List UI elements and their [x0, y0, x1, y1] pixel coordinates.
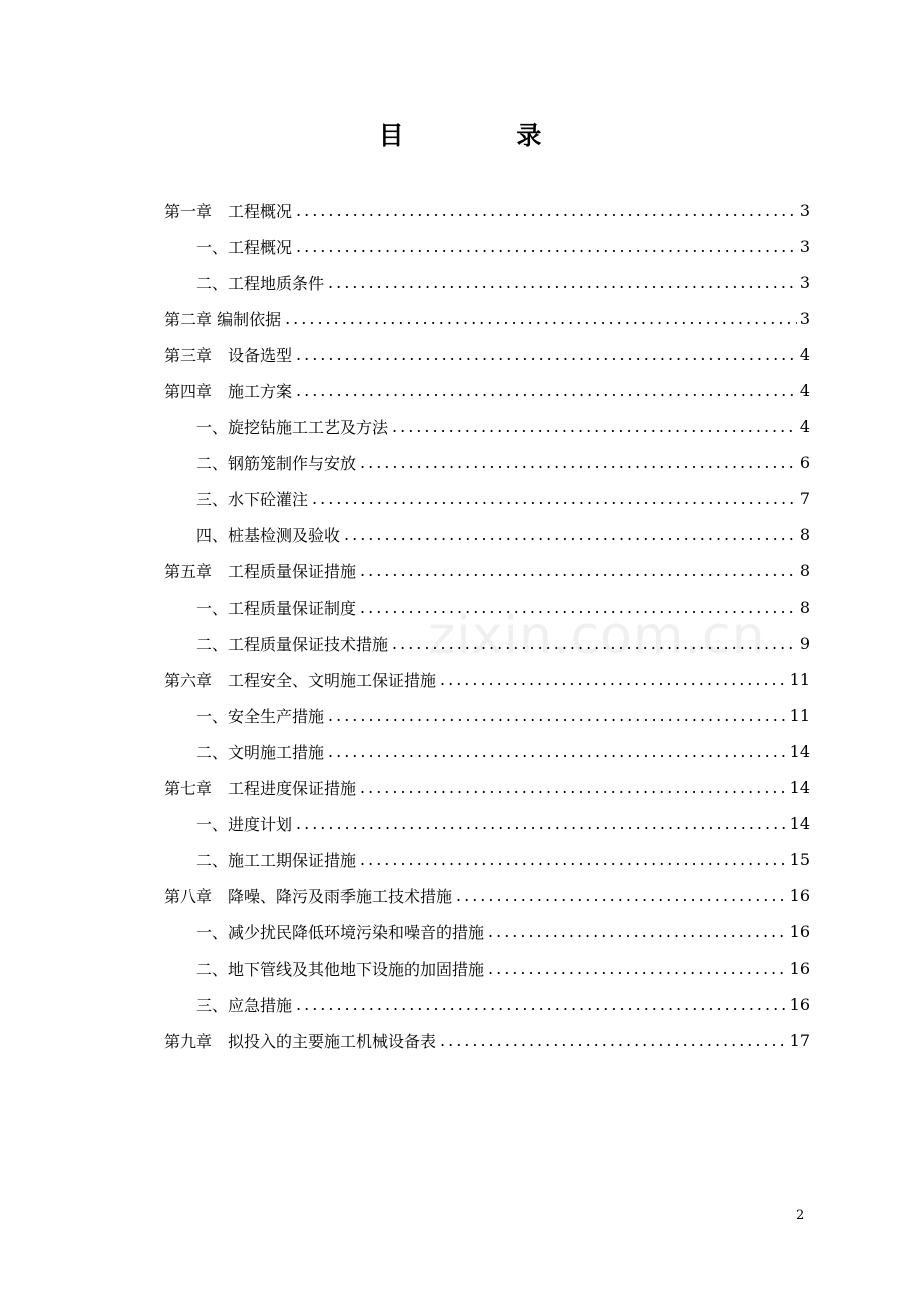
toc-entry-label: 第六章 工程安全、文明施工保证措施 [164, 670, 437, 690]
toc-entry-page: 17 [789, 1030, 810, 1050]
toc-entry-label: 第五章 工程质量保证措施 [164, 562, 357, 582]
toc-entry-section[interactable] [164, 517, 810, 553]
toc-entry-label: 三、应急措施 [196, 995, 293, 1015]
toc-dot-leader [360, 561, 797, 580]
toc-dot-leader [360, 850, 787, 869]
toc-dot-leader [296, 201, 797, 220]
toc-entry-section[interactable] [164, 481, 810, 517]
toc-dot-leader [328, 273, 797, 292]
toc-entry-chapter[interactable] [164, 192, 810, 228]
toc-entry-page: 16 [789, 958, 810, 978]
toc-dot-leader [440, 1031, 787, 1050]
toc-dot-leader [296, 237, 797, 256]
toc-entry-section[interactable] [164, 589, 810, 625]
toc-dot-leader [456, 886, 787, 905]
toc-entry-page: 8 [799, 561, 810, 581]
toc-entry-label: 一、减少扰民降低环境污染和噪音的措施 [196, 923, 485, 943]
toc-entry-page: 4 [799, 344, 810, 364]
toc-entry-label: 二、文明施工措施 [196, 742, 325, 762]
toc-entry-chapter[interactable] [164, 336, 810, 372]
toc-dot-leader [296, 381, 797, 400]
toc-entry-section[interactable] [164, 409, 810, 445]
toc-entry-section[interactable] [164, 806, 810, 842]
toc-dot-leader [488, 959, 787, 978]
toc-entry-section[interactable] [164, 264, 810, 300]
toc-entry-label: 二、钢筋笼制作与安放 [196, 454, 357, 474]
toc-entry-page: 4 [799, 381, 810, 401]
toc-entry-page: 4 [799, 417, 810, 437]
toc-entry-page: 11 [789, 705, 810, 725]
toc-entry-label: 第九章 拟投入的主要施工机械设备表 [164, 1031, 437, 1051]
toc-entry-section[interactable] [164, 445, 810, 481]
toc-dot-leader [296, 345, 797, 364]
toc-entry-section[interactable] [164, 950, 810, 986]
toc-entry-label: 一、工程质量保证制度 [196, 598, 357, 618]
toc-entry-label: 一、进度计划 [196, 815, 293, 835]
toc-entry-label: 第二章 编制依据 [164, 309, 282, 329]
toc-entry-page: 8 [799, 597, 810, 617]
toc-dot-leader [328, 706, 787, 725]
toc-entry-chapter[interactable] [164, 1022, 810, 1058]
toc-dot-leader [488, 922, 787, 941]
table-of-contents [164, 192, 810, 1058]
toc-dot-leader [360, 453, 797, 472]
toc-entry-page: 11 [789, 669, 810, 689]
toc-entry-label: 一、工程概况 [196, 237, 293, 257]
toc-entry-label: 四、桩基检测及验收 [196, 526, 341, 546]
toc-entry-page: 6 [799, 453, 810, 473]
toc-entry-page: 3 [799, 308, 810, 328]
toc-entry-page: 16 [789, 886, 810, 906]
toc-entry-page: 3 [799, 236, 810, 256]
toc-dot-leader [296, 995, 787, 1014]
toc-entry-section[interactable] [164, 733, 810, 769]
toc-entry-page: 15 [789, 850, 810, 870]
toc-dot-leader [344, 525, 797, 544]
toc-dot-leader [360, 598, 797, 617]
watermark: zixin.com.cn [428, 606, 766, 666]
toc-entry-page: 7 [799, 489, 810, 509]
toc-entry-label: 第一章 工程概况 [164, 201, 293, 221]
toc-entry-label: 第四章 施工方案 [164, 382, 293, 402]
toc-entry-page: 8 [799, 525, 810, 545]
toc-entry-page: 14 [789, 778, 810, 798]
toc-entry-chapter[interactable] [164, 300, 810, 336]
toc-entry-chapter[interactable] [164, 372, 810, 408]
toc-entry-section[interactable] [164, 625, 810, 661]
toc-entry-section[interactable] [164, 914, 810, 950]
page-number: 2 [796, 1208, 805, 1223]
toc-entry-chapter[interactable] [164, 878, 810, 914]
toc-entry-label: 第三章 设备选型 [164, 345, 293, 365]
toc-entry-chapter[interactable] [164, 553, 810, 589]
toc-dot-leader [285, 309, 797, 328]
toc-entry-page: 14 [789, 741, 810, 761]
toc-entry-section[interactable] [164, 697, 810, 733]
toc-entry-page: 9 [799, 633, 810, 653]
toc-dot-leader [328, 742, 787, 761]
toc-entry-page: 14 [789, 814, 810, 834]
toc-entry-label: 二、工程地质条件 [196, 273, 325, 293]
toc-entry-label: 二、施工工期保证措施 [196, 851, 357, 871]
toc-entry-chapter[interactable] [164, 770, 810, 806]
toc-dot-leader [360, 778, 787, 797]
toc-dot-leader [312, 489, 797, 508]
toc-entry-chapter[interactable] [164, 661, 810, 697]
toc-entry-page: 3 [799, 200, 810, 220]
toc-dot-leader [392, 634, 797, 653]
toc-dot-leader [392, 417, 797, 436]
toc-entry-label: 三、水下砼灌注 [196, 490, 309, 510]
toc-entry-label: 一、旋挖钻施工工艺及方法 [196, 418, 389, 438]
toc-entry-label: 第八章 降噪、降污及雨季施工技术措施 [164, 887, 453, 907]
toc-entry-page: 16 [789, 994, 810, 1014]
toc-entry-section[interactable] [164, 228, 810, 264]
toc-entry-section[interactable] [164, 842, 810, 878]
toc-entry-page: 3 [799, 272, 810, 292]
toc-entry-label: 二、工程质量保证技术措施 [196, 634, 389, 654]
toc-entry-label: 二、地下管线及其他地下设施的加固措施 [196, 959, 485, 979]
toc-entry-label: 第七章 工程进度保证措施 [164, 779, 357, 799]
toc-dot-leader [296, 814, 787, 833]
toc-entry-section[interactable] [164, 986, 810, 1022]
toc-entry-page: 16 [789, 922, 810, 942]
toc-dot-leader [440, 670, 787, 689]
page-title: 目 录 [378, 121, 594, 150]
toc-entry-label: 一、安全生产措施 [196, 706, 325, 726]
